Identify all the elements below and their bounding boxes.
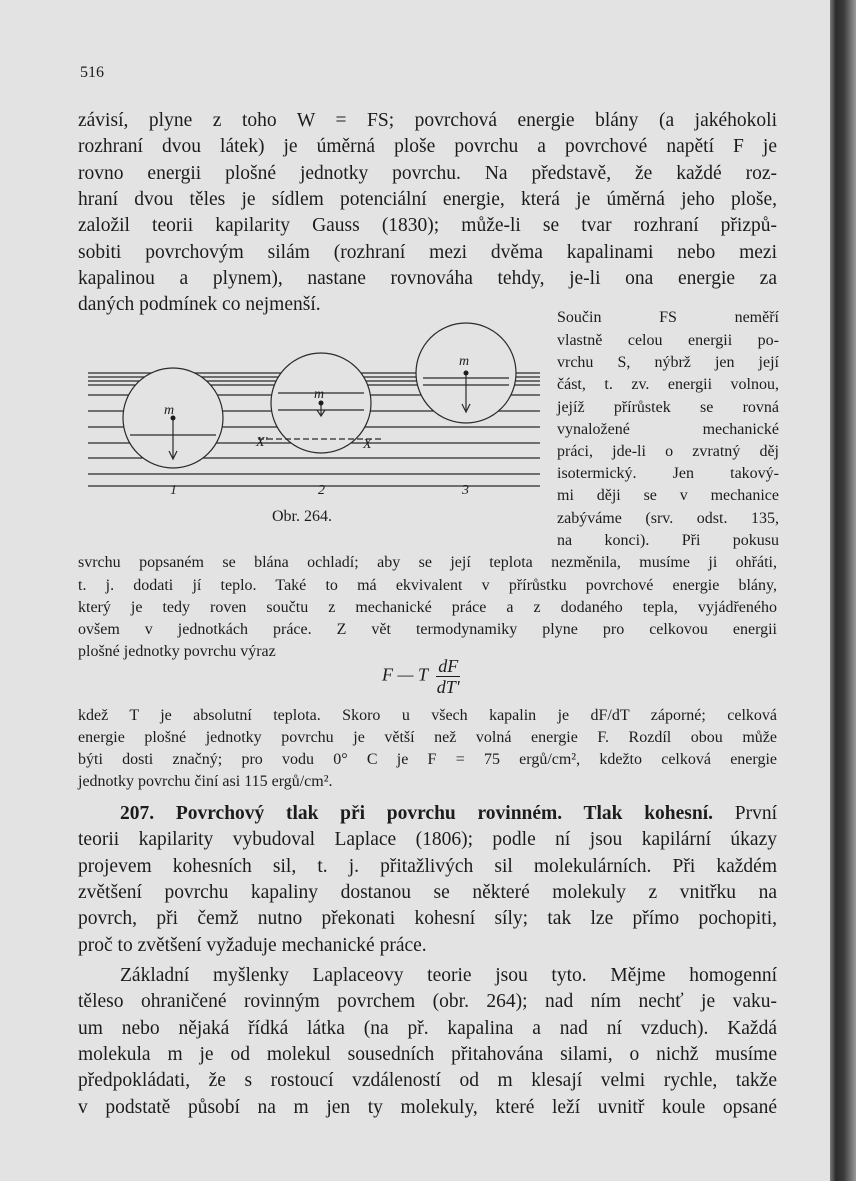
text-line: daných podmínek co nejmenší. [78,294,321,315]
section-heading: 207. Povrchový tlak při povrchu rovinném. Tlak kohesní. [120,803,714,824]
small-text-line: kdež T je absolutní teplota. Skoro u všech kapalin je dF/dT záporné; celková [78,707,777,724]
side-line: vlastně celou energii po- [557,332,779,349]
side-line: vrchu S, nýbrž jen její [557,354,779,371]
text-line: založil teorii kapilarity Gauss (1830); může-li se tvar rozhraní přizpů- [78,215,777,236]
section-heading-line [120,803,777,825]
small-text-line: jednotky povrchu činí asi 115 ergů/cm². [78,773,333,790]
text-line: Základní myšlenky Laplaceovy teorie jsou tyto. Mějme homogenní [120,965,777,986]
side-line: Součin FS neměří [557,309,779,326]
text-line: sobiti povrchovým silám (rozhraní mezi dvěma kapalinami nebo mezi [78,242,777,263]
side-line: vynaložené mechanické [557,421,779,438]
side-line: jejíž přírůstek se rovná [557,399,779,416]
small-text-line: býti dosti značný; pro vodu 0° C je F = 75 ergů/cm², kdežto celková energie [78,751,777,768]
text-line: teorii kapilarity vybudoval Laplace (1806); podle ní jsou kapilární úkazy [78,829,777,850]
molecule-label-2: m [314,387,325,402]
text-line: v podstatě působí na m jen ty molekuly, které leží uvnitř koule opsané [78,1097,777,1118]
text-line: kapalinou a plynem), nastane rovnováha tehdy, je-li ona energie za [78,268,777,289]
side-line: část, t. zv. energii volnou, [557,376,779,393]
side-line: na konci). Při pokusu [557,532,779,549]
text-line: proč to zvětšení vyžaduje mechanické práce. [78,935,427,956]
text-line: zvětšení povrchu kapaliny dostanou se některé molekuly z vnitřku na [78,882,777,903]
text-line: projevem kohesních sil, t. j. přitažlivých sil molekulárních. Při každém [78,856,777,877]
text-line: těleso ohraničené rovinným povrchem (obr. 264); nad ním nechť je vaku- [78,991,777,1012]
formula-left: F — T [382,664,428,685]
small-text-line: který je tedy roven součtu z mechanické práce a z dodaného tepla, vyjádřeného [78,599,777,616]
page-edge [830,0,856,1181]
formula-fraction [436,656,460,697]
side-line: isotermický. Jen takový- [557,465,779,482]
text-line: povrch, při čemž nutno překonati kohesní síly; tak lze přímo pochopiti, [78,908,777,929]
text-line: um nebo nějaká řídká látka (na př. kapalina a nad ní vzduch). Každá [78,1018,777,1039]
small-text-line: energie plošné jednotky povrchu je větší než volná energie F. Rozdíl obou může [78,729,777,746]
small-text-line: plošné jednotky povrchu výraz [78,643,276,660]
formula [382,656,460,697]
text-line: závisí, plyne z toho W = FS; povrchová energie blány (a jakéhokoli [78,110,777,131]
small-text-line: ovšem v jednotkách práce. Z vět termodynamiky plyne pro celkovou energii [78,621,777,638]
text-line: rovno energii plošné jednotky povrchu. Na představě, že každé roz- [78,163,777,184]
section-heading-tail: První [734,803,778,824]
figure-label-2: 2 [318,483,325,498]
molecule-label-3: m [459,354,470,369]
figure-264 [78,318,548,530]
side-line: práci, jde-li o zvratný děj [557,443,779,460]
text-line: hraní dvou těles je sídlem potenciální energie, která je úměrná jeho ploše, [78,189,777,210]
figure-label-1: 1 [170,483,177,498]
side-line: mi ději se v mechanice [557,487,779,504]
figure-caption: Obr. 264. [272,508,332,525]
molecule-label-1: m [164,403,175,418]
figure-label-3: 3 [462,483,469,498]
side-line: zabýváme (srv. odst. 135, [557,510,779,527]
text-line: molekula m je od molekul sousedních přitahována silami, o nichž musíme [78,1044,777,1065]
x-label: X [363,437,372,452]
formula-numerator: dF [438,656,459,676]
formula-denominator: dT' [436,677,460,697]
page-number: 516 [80,64,104,81]
small-text-line: svrchu popsaném se blána ochladí; aby se její teplota nezměnila, musíme ji ohřáti, [78,554,777,571]
small-text-line: t. j. dodati jí teplo. Také to má ekvivalent v přírůstku povrchové energie blány, [78,577,777,594]
x-prime-label: X' [256,435,268,450]
text-line: rozhraní dvou látek) je úměrná ploše povrchu a povrchové napětí F je [78,136,777,157]
text-line: předpokládati, že s rostoucí vzdáleností od m klesají velmi rychle, takže [78,1070,777,1091]
